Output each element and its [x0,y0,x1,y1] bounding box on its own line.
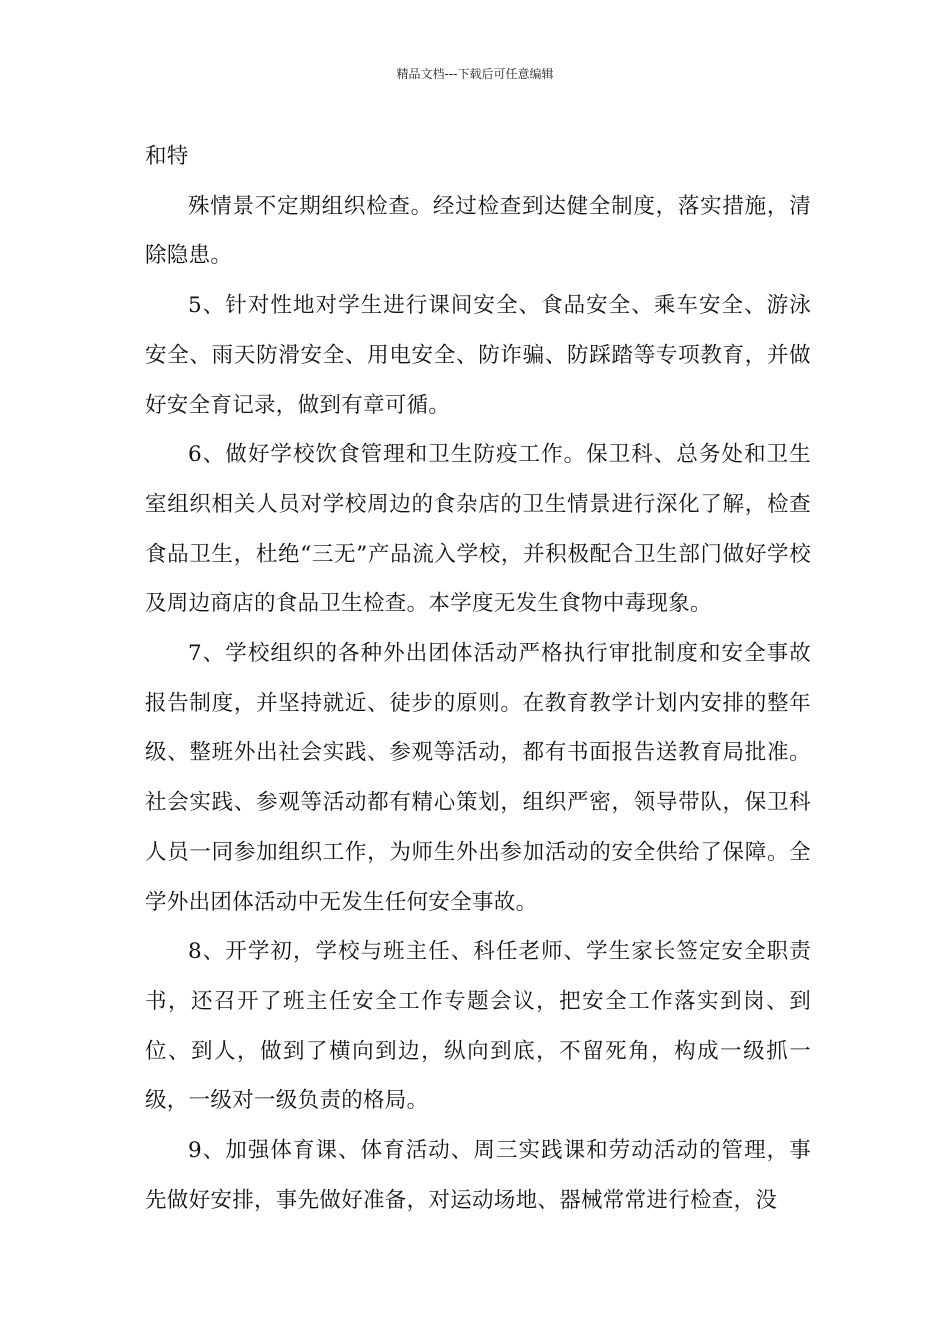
paragraph-item-7: 7、学校组织的各种外出团体活动严格执行审批制度和安全事故报告制度，并坚持就近、徒步的原则。在教育教学计划内安排的整年级、整班外出社会实践、参观等活动，都有书面报告送教育局批准。社会实践、参观等活动都有精心策划，组织严密，领导带队，保卫科人员一同参加组织工作，为师生外出参加活动的安全供给了保障。全学外出团体活动中无发生任何安全事故。 [145,641,811,915]
page-header: 精品文档---下载后可任意编辑 [396,67,554,81]
paragraph-item-5: 5、针对性地对学生进行课间安全、食品安全、乘车安全、游泳安全、雨天防滑安全、用电安全、防诈骗、防踩踏等专项教育，并做好安全育记录，做到有章可循。 [145,293,811,418]
paragraph-item-9: 9、加强体育课、体育活动、周三实践课和劳动活动的管理，事先做好安排，事先做好准备，对运动场地、器械常常进行检查，没 [145,1138,811,1213]
paragraph: 殊情景不定期组织检查。经过检查到达健全制度，落实措施，清除隐患。 [145,193,811,269]
paragraph-fragment: 和特 [145,144,189,169]
paragraph-item-8: 8、开学初，学校与班主任、科任老师、学生家长签定安全职责书，还召开了班主任安全工作专题会议，把安全工作落实到岗、到位、到人，做到了横向到边，纵向到底，不留死角，构成一级抓一级，一级对一级负责的格局。 [145,939,811,1114]
paragraph-item-6: 6、做好学校饮食管理和卫生防疫工作。保卫科、总务处和卫生室组织相关人员对学校周边的食杂店的卫生情景进行深化了解，检查食品卫生，杜绝“三无”产品流入学校，并积极配合卫生部门做好学校及周边商店的食品卫生检查。本学度无发生食物中毒现象。 [145,442,811,617]
document-body [145,132,811,1225]
